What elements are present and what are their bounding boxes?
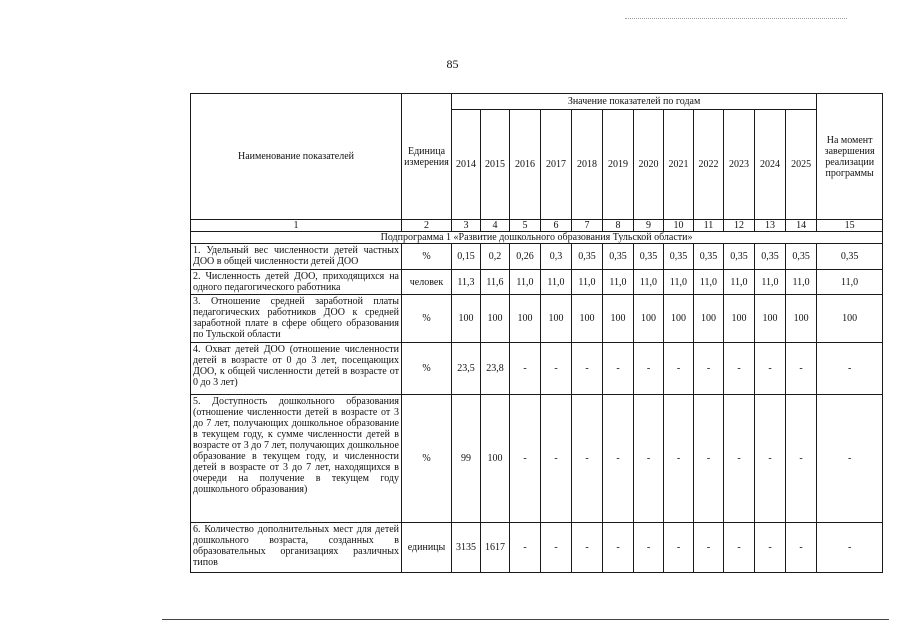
header-year: 2023: [724, 110, 755, 220]
header-name: Наименование показателей: [191, 94, 402, 220]
indicator-value: -: [755, 343, 786, 395]
indicator-final: 100: [817, 295, 883, 343]
indicator-value: 100: [510, 295, 541, 343]
indicator-value: 11,0: [755, 270, 786, 295]
indicator-unit: %: [402, 343, 452, 395]
column-number: 15: [817, 220, 883, 232]
table-row: [191, 270, 883, 295]
indicator-value: 100: [664, 295, 694, 343]
indicator-value: 100: [452, 295, 481, 343]
indicator-unit: единицы: [402, 523, 452, 573]
indicator-value: 11,0: [786, 270, 817, 295]
indicator-final: -: [817, 395, 883, 523]
indicator-value: 0,26: [510, 244, 541, 270]
indicator-value: 0,35: [755, 244, 786, 270]
indicator-final: -: [817, 523, 883, 573]
indicator-unit: человек: [402, 270, 452, 295]
header-year: 2019: [603, 110, 634, 220]
indicator-value: 0,35: [572, 244, 603, 270]
header-year: 2014: [452, 110, 481, 220]
indicator-value: 11,0: [694, 270, 724, 295]
indicator-value: -: [786, 523, 817, 573]
indicator-value: 100: [724, 295, 755, 343]
indicator-value: -: [510, 395, 541, 523]
indicator-value: -: [510, 343, 541, 395]
indicator-value: 23,8: [481, 343, 510, 395]
indicator-value: -: [603, 343, 634, 395]
indicator-value: 0,35: [694, 244, 724, 270]
indicator-final: 0,35: [817, 244, 883, 270]
column-number: 4: [481, 220, 510, 232]
column-number: 3: [452, 220, 481, 232]
indicator-name: 3. Отношение средней заработной платы педагогических работников ДОО к средней заработной плате в сфере общего образования по Тульской области: [191, 295, 402, 343]
indicator-value: -: [572, 343, 603, 395]
indicator-value: 0,35: [664, 244, 694, 270]
indicator-value: 100: [694, 295, 724, 343]
indicator-value: -: [541, 395, 572, 523]
indicator-value: 11,0: [603, 270, 634, 295]
indicator-value: -: [694, 343, 724, 395]
header-final: На момент завершения реализации программы: [817, 94, 883, 220]
header-year: 2018: [572, 110, 603, 220]
indicator-value: 100: [572, 295, 603, 343]
indicator-value: 11,0: [572, 270, 603, 295]
indicator-value: -: [603, 395, 634, 523]
indicator-unit: %: [402, 395, 452, 523]
header-values-by-years: Значение показателей по годам: [452, 94, 817, 110]
indicator-value: -: [724, 523, 755, 573]
indicator-value: 0,2: [481, 244, 510, 270]
indicator-name: 1. Удельный вес численности детей частных ДОО в общей численности детей ДОО: [191, 244, 402, 270]
indicator-value: -: [786, 395, 817, 523]
indicator-value: 11,0: [724, 270, 755, 295]
indicator-value: 11,0: [510, 270, 541, 295]
top-dotted-rule: [625, 18, 847, 19]
column-number: 9: [634, 220, 664, 232]
header-year: 2025: [786, 110, 817, 220]
indicator-value: -: [510, 523, 541, 573]
indicator-value: -: [755, 395, 786, 523]
column-number: 10: [664, 220, 694, 232]
table-row: [191, 343, 883, 395]
indicator-value: -: [541, 523, 572, 573]
indicator-unit: %: [402, 244, 452, 270]
table-row: [191, 295, 883, 343]
table-row: [191, 395, 883, 523]
header-year: 2021: [664, 110, 694, 220]
indicator-final: 11,0: [817, 270, 883, 295]
column-number: 13: [755, 220, 786, 232]
indicator-value: 1617: [481, 523, 510, 573]
indicator-name: 5. Доступность дошкольного образования (отношение численности детей в возрасте от 3 до 7 лет, получающих дошкольное образование в текущем году, к сумме численности детей в возрасте от 3 до 7 лет, получающих дошкольное образование в текущем году, и численности детей в возрасте от 3 до 7 лет, находящихся в очереди на получение в текущем году дошкольного образования): [191, 395, 402, 523]
indicator-value: 100: [634, 295, 664, 343]
indicator-value: -: [634, 395, 664, 523]
indicator-value: -: [724, 343, 755, 395]
indicator-value: 0,35: [786, 244, 817, 270]
column-number: 5: [510, 220, 541, 232]
indicator-value: 3135: [452, 523, 481, 573]
header-year: 2020: [634, 110, 664, 220]
indicator-value: 11,0: [634, 270, 664, 295]
header-row: [191, 94, 883, 110]
column-number: 8: [603, 220, 634, 232]
indicator-value: 11,0: [664, 270, 694, 295]
indicator-value: -: [786, 343, 817, 395]
indicator-value: -: [541, 343, 572, 395]
indicator-value: 0,35: [724, 244, 755, 270]
indicator-value: 100: [755, 295, 786, 343]
indicator-value: 100: [541, 295, 572, 343]
indicator-value: 23,5: [452, 343, 481, 395]
header-year: 2022: [694, 110, 724, 220]
indicator-value: -: [603, 523, 634, 573]
column-number: 11: [694, 220, 724, 232]
column-number: 2: [402, 220, 452, 232]
column-number: 12: [724, 220, 755, 232]
bottom-rule: [162, 619, 889, 620]
table-row: [191, 244, 883, 270]
indicator-value: -: [755, 523, 786, 573]
column-number: 6: [541, 220, 572, 232]
indicator-value: -: [572, 395, 603, 523]
indicator-name: 2. Численность детей ДОО, приходящихся на одного педагогического работника: [191, 270, 402, 295]
column-number: 1: [191, 220, 402, 232]
subprogram-row: [191, 232, 883, 244]
indicator-value: 0,15: [452, 244, 481, 270]
indicator-value: -: [664, 523, 694, 573]
indicator-value: -: [664, 343, 694, 395]
subprogram-title: Подпрограмма 1 «Развитие дошкольного образования Тульской области»: [191, 232, 883, 244]
indicator-value: 100: [786, 295, 817, 343]
indicator-final: -: [817, 343, 883, 395]
indicator-value: 0,35: [634, 244, 664, 270]
column-number: 14: [786, 220, 817, 232]
indicator-value: -: [634, 343, 664, 395]
indicator-value: 0,3: [541, 244, 572, 270]
table-row: [191, 523, 883, 573]
header-unit: Единица измерения: [402, 94, 452, 220]
indicators-table: [190, 93, 883, 573]
indicator-value: 100: [481, 295, 510, 343]
indicator-value: -: [694, 395, 724, 523]
header-year: 2015: [481, 110, 510, 220]
indicator-value: 99: [452, 395, 481, 523]
indicator-value: 0,35: [603, 244, 634, 270]
indicator-value: 11,0: [541, 270, 572, 295]
indicator-value: -: [664, 395, 694, 523]
header-year: 2016: [510, 110, 541, 220]
indicator-value: 11,3: [452, 270, 481, 295]
indicator-value: -: [724, 395, 755, 523]
indicator-value: 100: [481, 395, 510, 523]
page-number: 85: [446, 57, 459, 71]
column-number: 7: [572, 220, 603, 232]
header-year: 2024: [755, 110, 786, 220]
indicator-name: 4. Охват детей ДОО (отношение численности детей в возрасте от 0 до 3 лет, посещающих ДОО, к общей численности детей в возрасте от 0 до 3 лет): [191, 343, 402, 395]
indicator-value: 11,6: [481, 270, 510, 295]
column-numbers-row: [191, 220, 883, 232]
header-year: 2017: [541, 110, 572, 220]
indicator-value: 100: [603, 295, 634, 343]
indicator-value: -: [694, 523, 724, 573]
indicator-value: -: [634, 523, 664, 573]
indicator-value: -: [572, 523, 603, 573]
indicator-name: 6. Количество дополнительных мест для детей дошкольного возраста, созданных в образовательных организациях различных типов: [191, 523, 402, 573]
indicator-unit: %: [402, 295, 452, 343]
